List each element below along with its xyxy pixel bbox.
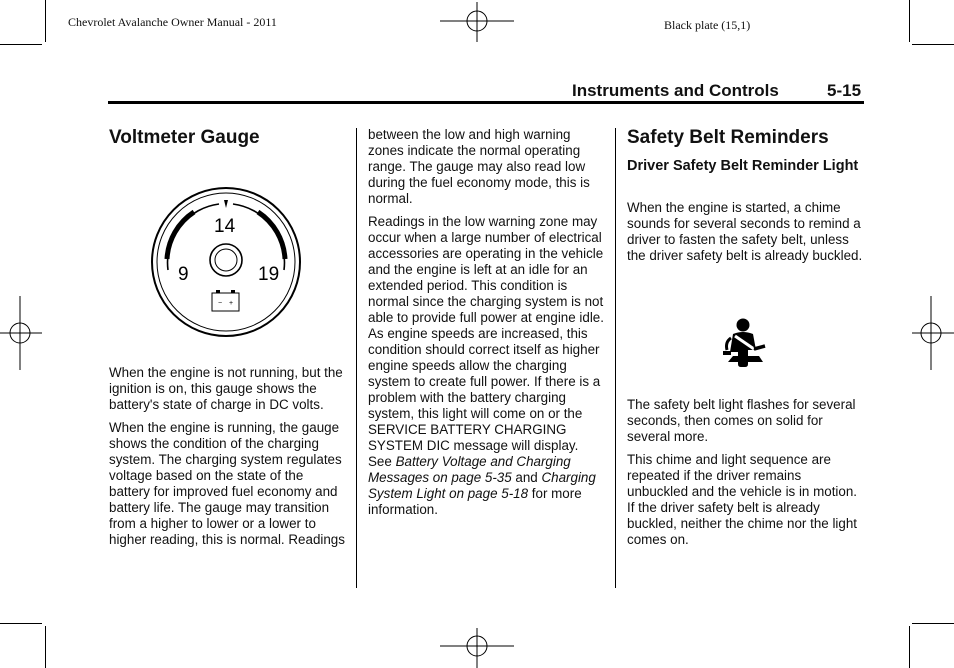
- plate-label: Black plate (15,1): [664, 18, 751, 32]
- column-divider: [356, 128, 357, 588]
- safety-belt-heading: Safety Belt Reminders: [627, 127, 829, 148]
- crop-mark: [0, 44, 42, 45]
- manual-title: Chevrolet Avalanche Owner Manual - 2011: [68, 15, 277, 29]
- seat-belt-icon: [721, 316, 771, 370]
- safety-belt-paragraph-2: The safety belt light flashes for several seconds, then comes on solid for several more.: [627, 397, 856, 444]
- gauge-label-14: 14: [214, 216, 236, 237]
- voltmeter-heading: Voltmeter Gauge: [109, 127, 260, 148]
- closing-text: for more information.: [368, 486, 582, 517]
- column-2-body: [368, 127, 604, 525]
- crop-mark: [912, 44, 954, 45]
- paragraph-text: Readings in the low warning zone may occur when a large number of electrical accessories are operating in the vehicle and the engine is left at an idle for an extended period. This condition is normal since the charging system is not able to provide full power at engine idle. As engine speeds are increased, this condition should correct itself as higher engine speeds allow the charging system to create full power. If there is a problem with the battery charging system, this light will come on or the SERVICE BATTERY CHARGING SYSTEM DIC message will display. See: [368, 214, 604, 469]
- column-3-body-bottom: [627, 397, 863, 555]
- column-3-body-top: [627, 200, 863, 271]
- crop-mark: [45, 626, 46, 668]
- crop-mark: [0, 623, 42, 624]
- voltmeter-paragraph-4: [368, 214, 604, 518]
- voltmeter-paragraph-2: When the engine is running, the gauge shows the condition of the charging system. The charging system regulates voltage based on the state of the battery for improved fuel economy and battery life. The gauge may transition from a higher to lower or a lower to higher reading, this is normal. Readings: [109, 420, 345, 547]
- header-rule: [108, 101, 864, 104]
- battery-minus-sign: −: [218, 300, 223, 307]
- crop-mark: [909, 0, 910, 42]
- column-divider: [615, 128, 616, 588]
- crop-mark: [912, 623, 954, 624]
- registration-mark-right: [912, 296, 954, 370]
- registration-mark-bottom: [440, 628, 514, 668]
- safety-belt-paragraph-1: When the engine is started, a chime sounds for several seconds to remind a driver to fasten the safety belt, unless the driver safety belt is already buckled.: [627, 200, 863, 263]
- crop-mark: [45, 0, 46, 42]
- column-1-body: [109, 365, 345, 555]
- voltmeter-paragraph-1: When the engine is not running, but the ignition is on, this gauge shows the battery's state of charge in DC volts.: [109, 365, 343, 412]
- page-number: 5-15: [827, 81, 862, 100]
- gauge-label-19: 19: [258, 264, 280, 285]
- driver-belt-light-subheading: Driver Safety Belt Reminder Light: [627, 158, 859, 174]
- voltmeter-gauge-illustration: [150, 186, 302, 338]
- conjunction-text: and: [511, 470, 538, 485]
- section-title: Instruments and Controls: [572, 81, 779, 100]
- registration-mark-top: [440, 2, 514, 42]
- gauge-label-9: 9: [178, 264, 189, 285]
- crop-mark: [909, 626, 910, 668]
- battery-plus-sign: +: [229, 300, 234, 307]
- cross-reference-charging-light[interactable]: Charging System Light on page 5-18: [368, 470, 596, 501]
- voltmeter-paragraph-3: between the low and high warning zones indicate the normal operating range. The gauge may also read low during the fuel economy mode, this is normal.: [368, 127, 590, 206]
- cross-reference-battery-voltage[interactable]: Battery Voltage and Charging Messages on page 5-35: [368, 454, 571, 485]
- safety-belt-paragraph-3: This chime and light sequence are repeated if the driver remains unbuckled and the vehicle is in motion. If the driver safety belt is already buckled, neither the chime nor the light comes on.: [627, 452, 858, 547]
- registration-mark-left: [0, 296, 42, 370]
